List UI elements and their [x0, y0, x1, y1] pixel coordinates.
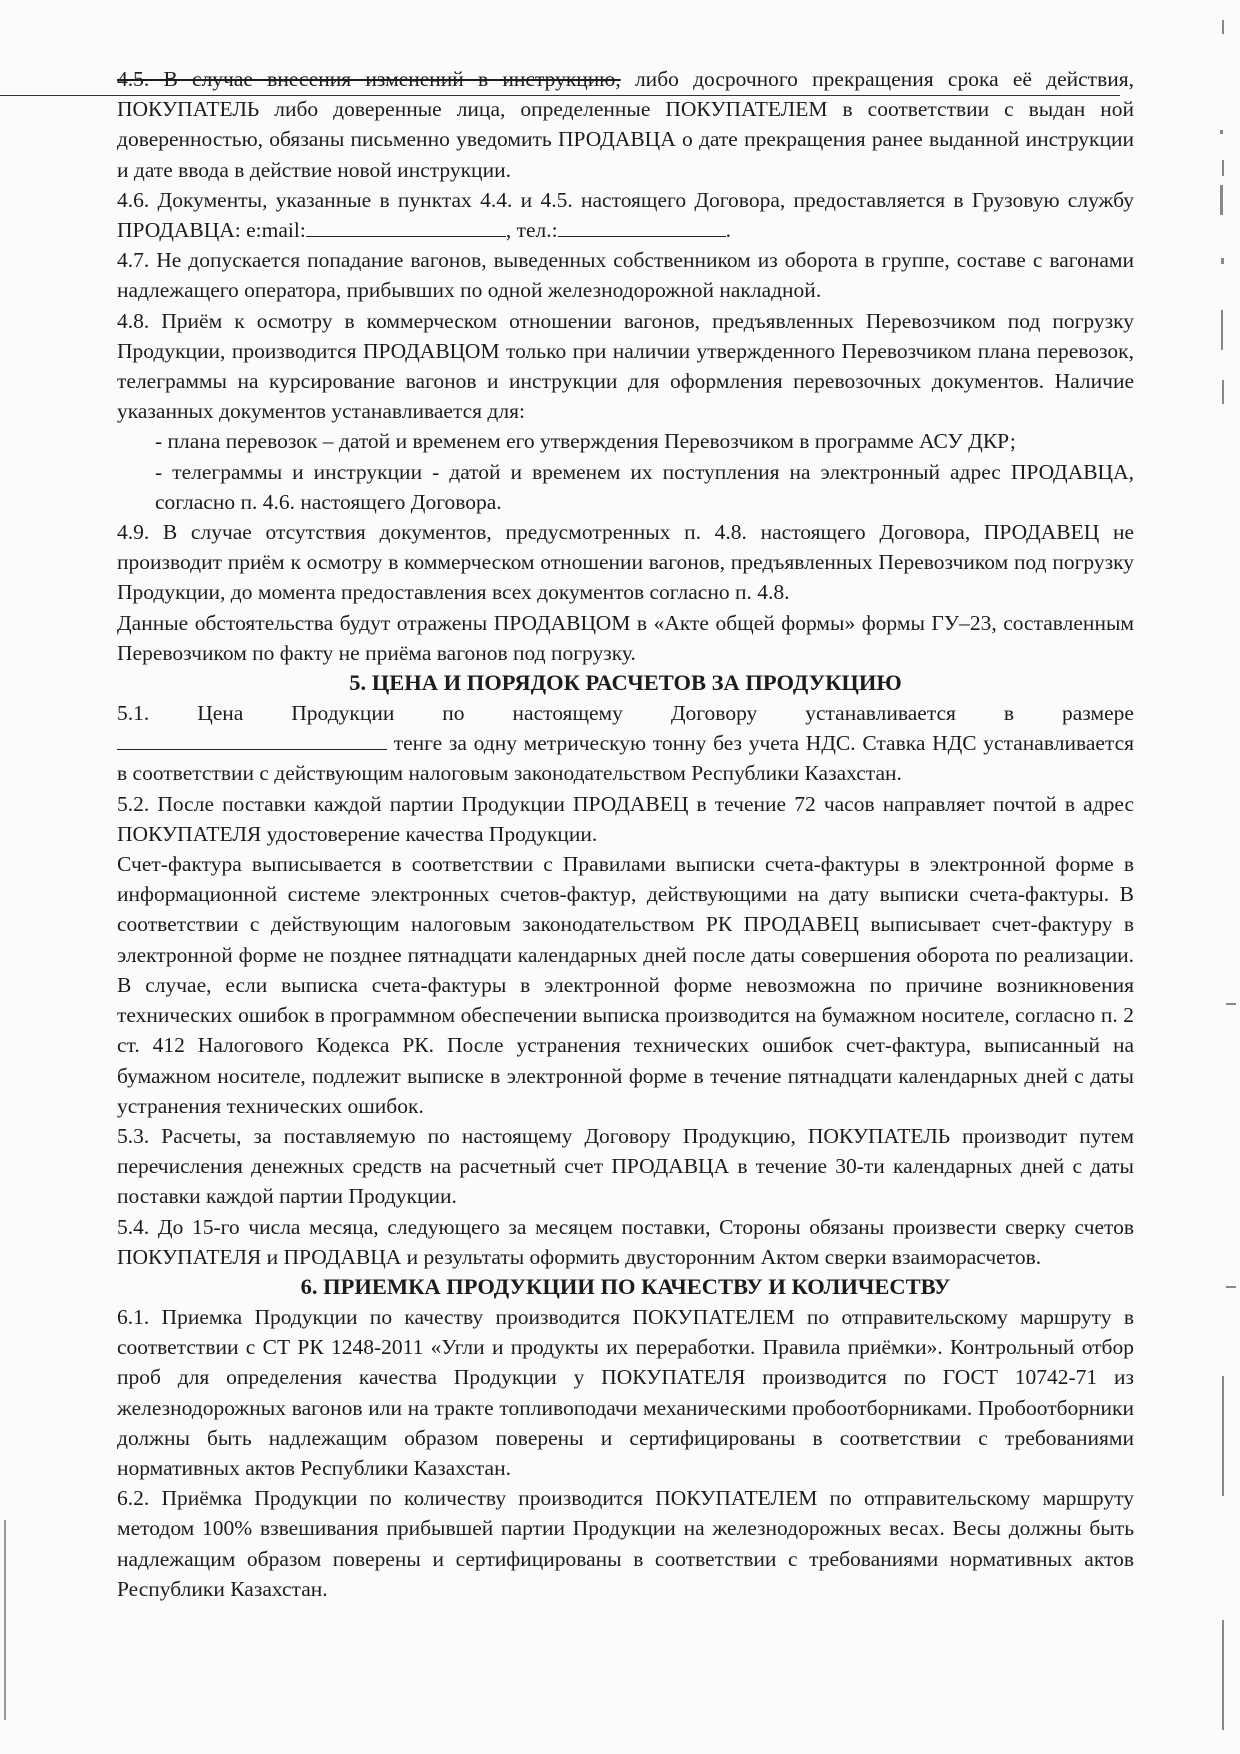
- phone-blank: [558, 216, 726, 237]
- price-blank: [117, 729, 387, 750]
- clause-4-8-item-1: - плана перевозок – датой и временем его утверждения Перевозчиком в программе АСУ ДКР;: [155, 429, 1016, 454]
- clause-4-5-lead: 4.5. В случае внесения изменений в инструкцию,: [117, 67, 621, 91]
- clause-5-1-word: настоящему: [512, 701, 623, 726]
- clause-4-6-text: 4.6. Документы, указанные в пунктах 4.4. и 4.5. настоящего Договора, предоставляется в Грузовую службу ПРОДАВЦА: e:mail:: [117, 187, 1134, 243]
- clause-4-6: 4.6. Документы, указанные в пунктах 4.4. и 4.5. настоящего Договора, предоставляется в Грузовую службу ПРОДАВЦА: e:mail: , тел.: .: [117, 187, 1134, 243]
- clause-4-7: 4.7. Не допускается попадание вагонов, выведенных собственником из оборота в группе, составе с вагонами надлежащего оператора, прибывших по одной железнодорожной накладной.: [117, 248, 1134, 303]
- clause-5-1-word: размере: [1062, 701, 1134, 726]
- clause-5-2-invoice: Счет-фактура выписывается в соответствии с Правилами выписки счета-фактуры в электронной форме в информационной системе электронных счетов-фактур, действующими на дату выписки счета-фактуры. В соответствии с действующим налоговым законодательством РК ПРОДАВЕЦ выписывает счет-фактуру в электронной форме не позднее пятнадцати календарных дней после даты совершения оборота по реализации. В случае, если выписка счета-фактуры в электронной форме невозможна по причине возникновения технических ошибок в программном обеспечении выписка производится на бумажном носителе, согласно п. 2 ст. 412 Налогового Кодекса РК. После устранения технических ошибок счет-фактура, выписанный на бумажном носителе, подлежит выписке в электронной форме в течение пятнадцати календарных дней с даты устранения технических ошибок.: [117, 852, 1134, 1118]
- scan-mark: [1222, 1620, 1224, 1730]
- scan-mark: [1222, 380, 1224, 404]
- scan-mark: [1226, 1286, 1236, 1288]
- clause-4-8: 4.8. Приём к осмотру в коммерческом отношении вагонов, предъявленных Перевозчиком под погрузку Продукции, производится ПРОДАВЦОМ только при наличии утвержденного Перевозчиком плана перевозок, телеграммы на курсирование вагонов и инструкции для оформления перевозочных документов. Наличие указанных документов устанавливается для:: [117, 308, 1134, 424]
- clause-5-1-word: устанавливается: [805, 701, 956, 726]
- clause-5-1-word: в: [1003, 701, 1015, 726]
- scan-mark: [4, 1520, 6, 1720]
- clause-5-1-word: Цена: [197, 701, 244, 726]
- document-body: [117, 64, 1134, 1604]
- clause-5-3: 5.3. Расчеты, за поставляемую по настоящему Договору Продукцию, ПОКУПАТЕЛЬ производит путем перечисления денежных средств на расчетный счет ПРОДАВЦА в течение 30-ти календарных дней с даты поставки каждой партии Продукции.: [117, 1123, 1134, 1209]
- scan-mark: [1221, 258, 1224, 264]
- clause-4-6-tel-label: , тел.:: [505, 218, 558, 243]
- clause-4-5-text: либо досрочного прекращения срока её действия, ПОКУПАТЕЛЬ либо доверенные лица, определенные ПОКУПАТЕЛЕМ в соответствии с выдан ной доверенностью, обязаны письменно уведомить ПРОДАВЦА о дате прекращения ранее выданной инструкции и дате ввода в действие новой инструкции.: [117, 67, 1134, 182]
- scan-mark: [1222, 1376, 1224, 1496]
- clause-5-1-word: Продукции: [291, 701, 395, 726]
- clause-6-1: 6.1. Приемка Продукции по качеству производится ПОКУПАТЕЛЕМ по отправительскому маршруту в соответствии с СТ РК 1248-2011 «Угли и продукты их переработки. Правила приёмки». Контрольный отбор проб для определения качества Продукции у ПОКУПАТЕЛЯ производится по ГОСТ 10742-71 из железнодорожных вагонов или на тракте топливоподачи механическими пробоотборниками. Пробоотборники должны быть надлежащим образом поверены и сертифицированы в соответствии с требованиями нормативных актов Республики Казахстан.: [117, 1304, 1134, 1480]
- clause-5-4: 5.4. До 15-го числа месяца, следующего за месяцем поставки, Стороны обязаны произвести сверку счетов ПОКУПАТЕЛЯ и ПРОДАВЦА и результаты оформить двусторонним Актом сверки взаиморасчетов.: [117, 1214, 1134, 1269]
- scan-mark: [1221, 310, 1223, 350]
- clause-4-9: 4.9. В случае отсутствия документов, предусмотренных п. 4.8. настоящего Договора, ПРОДАВЕЦ не производит приём к осмотру в коммерческом отношении вагонов, предъявленных Перевозчиком под погрузку Продукции, до момента предоставления всех документов согласно п. 4.8.: [117, 520, 1134, 605]
- clause-5-1-text: тенге за одну метрическую тонну без учета НДС. Ставка НДС устанавливается в соответствии с действующим налоговым законодательством Республики Казахстан.: [117, 731, 1134, 786]
- scan-mark: [1220, 185, 1223, 215]
- clause-4-8-item-2: - телеграммы и инструкции - датой и временем их поступления на электронный адрес ПРОДАВЦА, согласно п. 4.6. настоящего Договора.: [155, 459, 1134, 514]
- clause-4-5: [117, 64, 1134, 185]
- section-6-heading: 6. ПРИЕМКА ПРОДУКЦИИ ПО КАЧЕСТВУ И КОЛИЧЕСТВУ: [300, 1273, 951, 1299]
- scan-mark: [1226, 1003, 1236, 1005]
- scan-mark: [1222, 20, 1224, 34]
- section-5-heading: 5. ЦЕНА И ПОРЯДОК РАСЧЕТОВ ЗА ПРОДУКЦИЮ: [349, 670, 902, 696]
- clause-5-1-word: 5.1.: [117, 701, 150, 726]
- scan-mark: [1220, 130, 1223, 134]
- clause-5-2: 5.2. После поставки каждой партии Продукции ПРОДАВЕЦ в течение 72 часов направляет почтой в адрес ПОКУПАТЕЛЯ удостоверение качества Продукции.: [117, 791, 1134, 846]
- scan-mark: [1222, 160, 1224, 176]
- clause-4-9-note: Данные обстоятельства будут отражены ПРОДАВЦОМ в «Акте общей формы» формы ГУ–23, составленным Перевозчиком по факту не приёма вагонов под погрузку.: [117, 610, 1134, 665]
- clause-5-1-word: Договору: [670, 701, 758, 726]
- clause-5-1-line-1: [117, 698, 1134, 728]
- clause-5-1-rest: [117, 728, 1134, 788]
- clause-6-2: 6.2. Приёмка Продукции по количеству производится ПОКУПАТЕЛЕМ по отправительскому маршруту методом 100% взвешивания прибывшей партии Продукции на железнодорожных весах. Весы должны быть надлежащим образом поверены и сертифицированы в соответствии с требованиями нормативных актов Республики Казахстан.: [117, 1486, 1134, 1601]
- clause-5-1-word: по: [442, 701, 465, 726]
- email-blank: [306, 216, 506, 237]
